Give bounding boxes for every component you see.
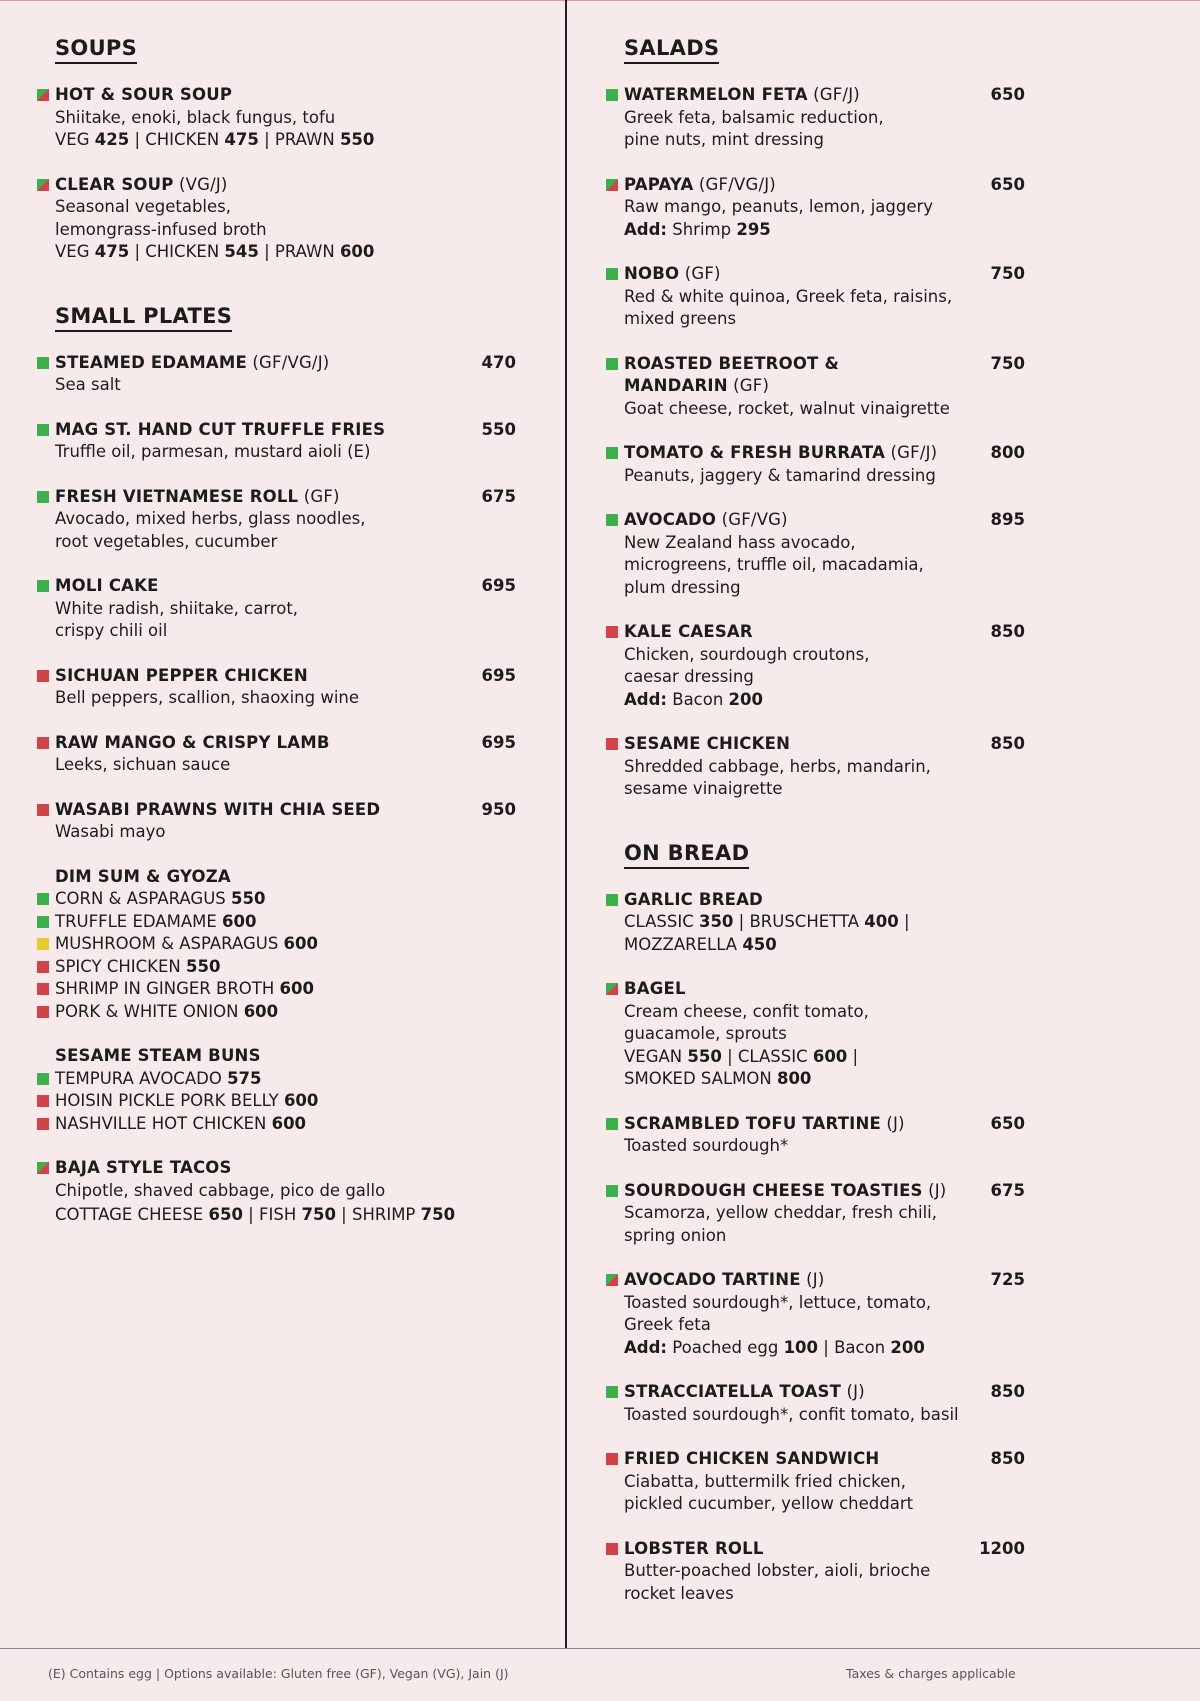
item-name: WASABI PRAWNS WITH CHIA SEED: [55, 799, 381, 819]
veg-marker-icon: [606, 1118, 618, 1130]
item-name: GARLIC BREAD: [624, 889, 763, 909]
veg-marker-icon: [606, 447, 618, 459]
item-name: AVOCADO (GF/VG): [624, 510, 788, 529]
menu-item-watermelon-feta: [605, 84, 1025, 152]
nonveg-marker-icon: [606, 1453, 618, 1465]
list-item: SPICY CHICKEN 550: [36, 956, 516, 979]
item-price: 550: [481, 419, 516, 439]
egg-marker-icon: [37, 938, 49, 950]
veg-marker-icon: [37, 916, 49, 928]
dimsum-group: [36, 866, 516, 1024]
nonveg-marker-icon: [606, 626, 618, 638]
item-description: New Zealand hass avocado,: [624, 532, 856, 552]
item-description: Toasted sourdough*: [624, 1136, 789, 1155]
menu-item-hot-sour-soup: [36, 84, 516, 152]
item-description: rocket leaves: [624, 1583, 734, 1603]
item-description: pine nuts, mint dressing: [624, 130, 824, 149]
veg-marker-icon: [606, 894, 618, 906]
item-price: 850: [990, 622, 1025, 641]
footer-legend: (E) Contains egg | Options available: Gluten free (GF), Vegan (VG), Jain (J): [48, 1666, 509, 1681]
item-name: BAGEL: [624, 979, 686, 998]
veg-marker-icon: [606, 89, 618, 101]
item-variants: VEG 475 | CHICKEN 545 | PRAWN 600: [55, 242, 375, 261]
item-description: Shiitake, enoki, black fungus, tofu: [55, 107, 336, 127]
item-description: Greek feta: [624, 1315, 711, 1334]
item-description: sesame vinaigrette: [624, 779, 783, 798]
item-name: WATERMELON FETA (GF/J): [624, 85, 860, 104]
item-description: Cream cheese, confit tomato,: [624, 1001, 869, 1021]
item-name-continued: MANDARIN (GF): [624, 376, 770, 395]
veg-marker-icon: [606, 514, 618, 526]
nonveg-marker-icon: [606, 738, 618, 750]
menu-item-sesame-chicken: [605, 733, 1025, 801]
item-addon: Add: Bacon 200: [624, 689, 763, 709]
item-price: 675: [481, 486, 516, 506]
item-variants: VEGAN 550 | CLASSIC 600 |: [624, 1046, 859, 1066]
item-description: pickled cucumber, yellow cheddart: [624, 1494, 914, 1513]
menu-item-steamed-edamame: [36, 352, 516, 397]
top-rule: [0, 0, 1200, 1]
item-description: plum dressing: [624, 577, 741, 597]
menu-item-cheese-toasties: [605, 1180, 1025, 1248]
nonveg-marker-icon: [37, 1118, 49, 1130]
section-title-on-bread: ON BREAD: [624, 841, 749, 869]
item-description: Raw mango, peanuts, lemon, jaggery: [624, 197, 934, 216]
item-description: Chipotle, shaved cabbage, pico de gallo: [55, 1180, 386, 1200]
group-title: SESAME STEAM BUNS: [55, 1046, 261, 1065]
item-description: Leeks, sichuan sauce: [55, 755, 231, 774]
item-price: 1200: [979, 1538, 1025, 1558]
menu-item-moli-cake: [36, 575, 516, 643]
veg-marker-icon: [37, 580, 49, 592]
section-title-small-plates: SMALL PLATES: [55, 304, 232, 332]
item-name: SICHUAN PEPPER CHICKEN: [55, 665, 308, 685]
list-item: NASHVILLE HOT CHICKEN 600: [36, 1113, 516, 1136]
left-column: [36, 36, 516, 1249]
item-description: guacamole, sprouts: [624, 1024, 787, 1043]
veg-nonveg-marker-icon: [606, 179, 618, 191]
veg-nonveg-marker-icon: [606, 983, 618, 995]
item-name: CLEAR SOUP (VG/J): [55, 174, 228, 194]
menu-item-baja-tacos: [36, 1157, 516, 1227]
menu-item-raw-mango-lamb: [36, 732, 516, 777]
menu-item-vietnamese-roll: [36, 486, 516, 554]
item-description: Goat cheese, rocket, walnut vinaigrette: [624, 398, 950, 418]
list-item: MUSHROOM & ASPARAGUS 600: [36, 933, 516, 956]
veg-marker-icon: [37, 1073, 49, 1085]
menu-item-wasabi-prawns: [36, 799, 516, 844]
item-price: 950: [481, 799, 516, 819]
steam-buns-group: [36, 1045, 516, 1135]
menu-item-papaya: [605, 174, 1025, 242]
item-price: 650: [990, 85, 1025, 104]
item-description: Truffle oil, parmesan, mustard aioli (E): [55, 442, 371, 461]
item-price: 800: [990, 443, 1025, 462]
item-description: Toasted sourdough*, lettuce, tomato,: [624, 1292, 932, 1312]
section-title-salads: SALADS: [624, 36, 719, 64]
nonveg-marker-icon: [37, 670, 49, 682]
item-name: HOT & SOUR SOUP: [55, 85, 233, 104]
veg-nonveg-marker-icon: [37, 89, 49, 101]
veg-marker-icon: [37, 491, 49, 503]
item-addon: Add: Poached egg 100 | Bacon 200: [624, 1337, 925, 1357]
menu-item-garlic-bread: [605, 889, 1025, 957]
item-name: SOURDOUGH CHEESE TOASTIES (J): [624, 1180, 947, 1200]
item-name: BAJA STYLE TACOS: [55, 1158, 232, 1177]
veg-nonveg-marker-icon: [37, 1162, 49, 1174]
item-variants: SMOKED SALMON 800: [624, 1069, 812, 1088]
menu-item-fried-chicken-sandwich: [605, 1448, 1025, 1516]
menu-item-scrambled-tofu: [605, 1113, 1025, 1158]
item-variants: CLASSIC 350 | BRUSCHETTA 400 |: [624, 912, 910, 931]
item-price: 850: [990, 1382, 1025, 1401]
item-name: STEAMED EDAMAME (GF/VG/J): [55, 352, 330, 372]
item-description: root vegetables, cucumber: [55, 531, 278, 551]
item-name: STRACCIATELLA TOAST (J): [624, 1382, 865, 1401]
item-description: Red & white quinoa, Greek feta, raisins,: [624, 286, 953, 306]
item-description: Ciabatta, buttermilk fried chicken,: [624, 1471, 906, 1491]
menu-item-avocado-tartine: [605, 1269, 1025, 1359]
column-divider: [565, 0, 567, 1648]
item-name: RAW MANGO & CRISPY LAMB: [55, 732, 330, 752]
item-name: AVOCADO TARTINE (J): [624, 1270, 825, 1289]
item-price: 650: [990, 174, 1025, 194]
item-price: 725: [990, 1270, 1025, 1289]
item-description: White radish, shiitake, carrot,: [55, 598, 299, 618]
veg-nonveg-marker-icon: [606, 1274, 618, 1286]
item-price: 850: [990, 734, 1025, 753]
item-price: 850: [990, 1449, 1025, 1468]
menu-item-avocado-salad: [605, 509, 1025, 599]
item-description: Chicken, sourdough croutons,: [624, 644, 870, 664]
list-item: HOISIN PICKLE PORK BELLY 600: [36, 1090, 516, 1113]
menu-item-bagel: [605, 978, 1025, 1091]
item-description: caesar dressing: [624, 667, 754, 686]
item-price: 470: [481, 352, 516, 372]
menu-item-nobo: [605, 263, 1025, 331]
item-variants: MOZZARELLA 450: [624, 934, 777, 954]
item-price: 695: [481, 732, 516, 752]
item-description: Greek feta, balsamic reduction,: [624, 107, 884, 127]
item-name: SCRAMBLED TOFU TARTINE (J): [624, 1113, 905, 1133]
item-name: LOBSTER ROLL: [624, 1538, 764, 1558]
nonveg-marker-icon: [37, 737, 49, 749]
item-description: Butter-poached lobster, aioli, brioche: [624, 1561, 931, 1580]
item-price: 695: [481, 665, 516, 685]
item-price: 695: [481, 576, 516, 595]
list-item: TRUFFLE EDAMAME 600: [36, 911, 516, 934]
item-name: TOMATO & FRESH BURRATA (GF/J): [624, 443, 938, 462]
veg-marker-icon: [37, 424, 49, 436]
item-price: 895: [990, 510, 1025, 529]
group-title: DIM SUM & GYOZA: [55, 866, 231, 886]
item-price: 675: [990, 1180, 1025, 1200]
item-name: KALE CAESAR: [624, 622, 753, 641]
item-addon: Add: Shrimp 295: [624, 219, 771, 239]
veg-marker-icon: [606, 1386, 618, 1398]
veg-marker-icon: [606, 358, 618, 370]
item-price: 650: [990, 1113, 1025, 1133]
item-description: mixed greens: [624, 309, 737, 328]
veg-marker-icon: [606, 268, 618, 280]
item-price: 750: [990, 264, 1025, 283]
item-name: ROASTED BEETROOT &: [624, 353, 840, 373]
nonveg-marker-icon: [37, 804, 49, 816]
menu-item-tomato-burrata: [605, 442, 1025, 487]
item-name: PAPAYA (GF/VG/J): [624, 174, 776, 194]
veg-marker-icon: [606, 1185, 618, 1197]
item-price: 750: [990, 353, 1025, 373]
section-title-soups: SOUPS: [55, 36, 137, 64]
item-name: MAG ST. HAND CUT TRUFFLE FRIES: [55, 419, 386, 439]
item-name: SESAME CHICKEN: [624, 734, 791, 753]
item-name: NOBO (GF): [624, 264, 721, 283]
item-description: Bell peppers, scallion, shaoxing wine: [55, 688, 360, 707]
item-description: Peanuts, jaggery & tamarind dressing: [624, 465, 936, 485]
nonveg-marker-icon: [37, 961, 49, 973]
list-item: TEMPURA AVOCADO 575: [36, 1068, 516, 1091]
item-name: FRIED CHICKEN SANDWICH: [624, 1449, 880, 1468]
menu-item-lobster-roll: [605, 1538, 1025, 1606]
item-description: Avocado, mixed herbs, glass noodles,: [55, 509, 366, 528]
nonveg-marker-icon: [606, 1543, 618, 1555]
veg-marker-icon: [37, 893, 49, 905]
veg-marker-icon: [37, 357, 49, 369]
right-column: [605, 36, 1025, 1627]
item-description: Toasted sourdough*, confit tomato, basil: [624, 1404, 959, 1424]
nonveg-marker-icon: [37, 1006, 49, 1018]
item-description: Scamorza, yellow cheddar, fresh chili,: [624, 1203, 938, 1222]
menu-item-truffle-fries: [36, 419, 516, 464]
item-description: Wasabi mayo: [55, 822, 166, 841]
menu-item-sichuan-pepper-chicken: [36, 665, 516, 710]
item-description: Shredded cabbage, herbs, mandarin,: [624, 756, 931, 776]
menu-item-stracciatella-toast: [605, 1381, 1025, 1426]
menu-item-roasted-beetroot: [605, 353, 1025, 421]
list-item: CORN & ASPARAGUS 550: [36, 888, 516, 911]
item-description: microgreens, truffle oil, macadamia,: [624, 555, 924, 574]
list-item: SHRIMP IN GINGER BROTH 600: [36, 978, 516, 1001]
item-description: crispy chili oil: [55, 621, 168, 640]
nonveg-marker-icon: [37, 1095, 49, 1107]
footer-taxes-note: Taxes & charges applicable: [846, 1666, 1016, 1681]
menu-item-kale-caesar: [605, 621, 1025, 711]
item-variants: COTTAGE CHEESE 650 | FISH 750 | SHRIMP 750: [55, 1205, 456, 1224]
item-variants: VEG 425 | CHICKEN 475 | PRAWN 550: [55, 130, 375, 149]
item-description: lemongrass-infused broth: [55, 219, 267, 239]
item-name: FRESH VIETNAMESE ROLL (GF): [55, 486, 340, 506]
veg-nonveg-marker-icon: [37, 179, 49, 191]
item-description: Sea salt: [55, 375, 121, 394]
item-name: MOLI CAKE: [55, 576, 159, 595]
nonveg-marker-icon: [37, 983, 49, 995]
item-description: Seasonal vegetables,: [55, 197, 231, 216]
footer-divider: [0, 1648, 1200, 1649]
item-description: spring onion: [624, 1225, 727, 1245]
list-item: PORK & WHITE ONION 600: [36, 1001, 516, 1024]
menu-item-clear-soup: [36, 174, 516, 264]
